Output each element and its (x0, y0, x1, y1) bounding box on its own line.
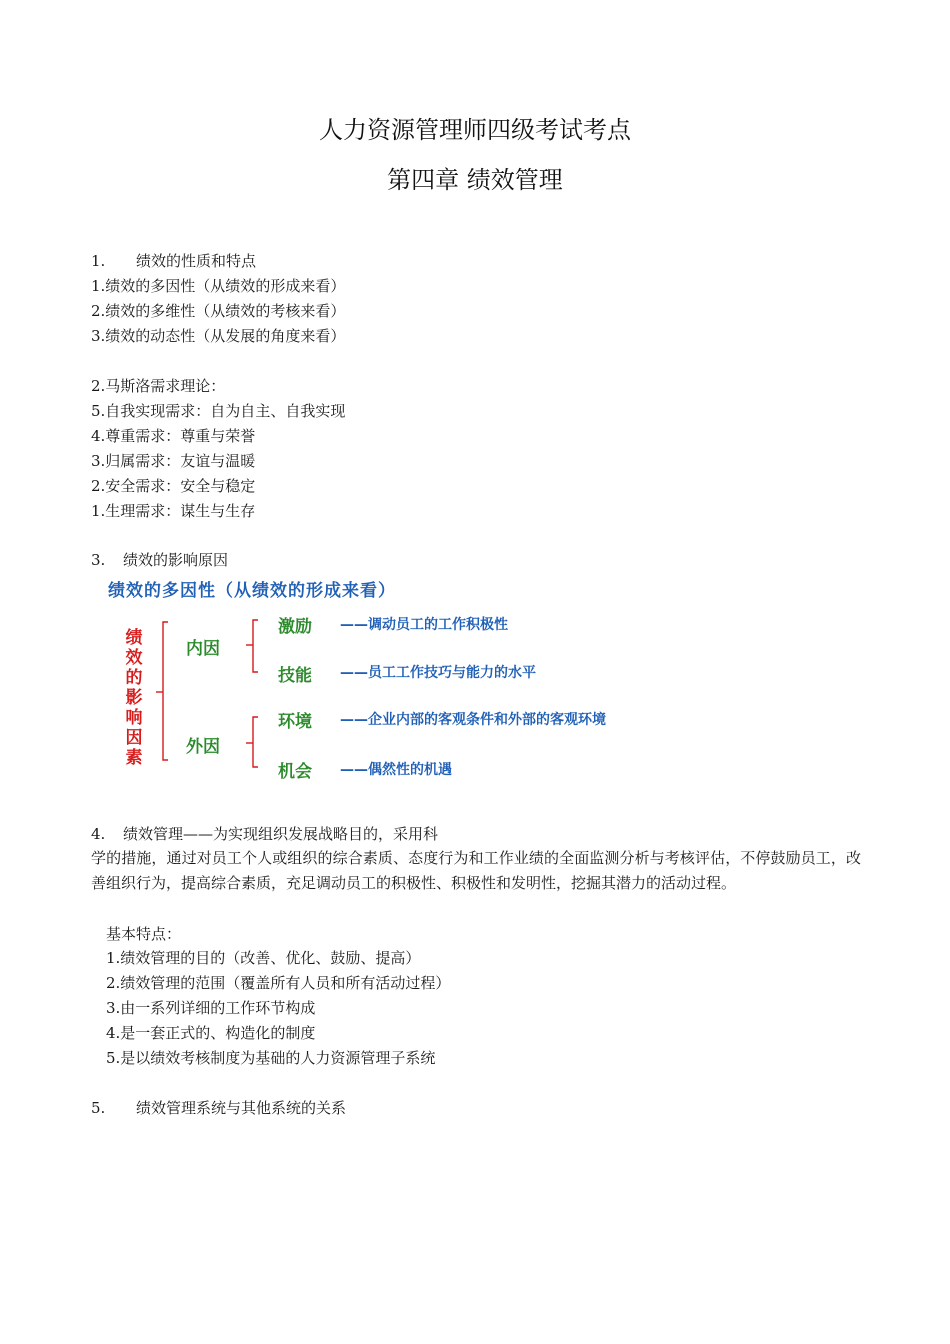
factor-opportunity: 机会 (278, 762, 312, 782)
section-number: 3. (91, 551, 106, 569)
list-item: 5.自我实现需求：自为自主、自我实现 (91, 402, 346, 420)
list-item: 5.是以绩效考核制度为基础的人力资源管理子系统 (106, 1049, 436, 1067)
list-item: 2.安全需求：安全与稳定 (91, 477, 256, 495)
factor-motivation: 激励 (278, 617, 312, 637)
list-item: 3.由一系列详细的工作环节构成 (106, 999, 316, 1017)
external-bracket (253, 717, 258, 767)
section-heading-text: 绩效管理——为实现组织发展战略目的，采用科 (123, 825, 439, 843)
section-number: 1. (91, 252, 106, 270)
root-char: 效 (125, 648, 143, 668)
section-heading-text: 绩效管理系统与其他系统的关系 (136, 1099, 347, 1117)
document-title: 人力资源管理师四级考试考点 (319, 116, 631, 144)
factor-environment-desc: ——企业内部的客观条件和外部的客观环境 (340, 712, 606, 728)
section-heading-text: 绩效的影响原因 (123, 551, 229, 569)
root-char: 因 (125, 728, 143, 748)
root-char: 响 (125, 708, 143, 728)
root-char: 绩 (125, 628, 143, 648)
section-number: 5. (91, 1099, 106, 1117)
list-item: 1.绩效的多因性（从绩效的形成来看） (91, 277, 346, 295)
section-heading-text: 绩效的性质和特点 (136, 252, 257, 270)
factor-opportunity-desc: ——偶然性的机遇 (340, 762, 452, 778)
section-4-heading (91, 825, 438, 843)
list-item: 3.绩效的动态性（从发展的角度来看） (91, 327, 346, 345)
chapter-title: 第四章 绩效管理 (387, 166, 563, 194)
root-char: 的 (125, 668, 143, 688)
figure-title: 绩效的多因性（从绩效的形成来看） (108, 581, 396, 601)
features-heading: 基本特点： (106, 925, 182, 943)
factor-skill-desc: ——员工工作技巧与能力的水平 (340, 665, 536, 681)
list-item: 1.生理需求：谋生与生存 (91, 502, 256, 520)
section-1-heading (91, 252, 256, 270)
external-factor-label: 外因 (186, 737, 220, 757)
performance-factors-figure (108, 572, 773, 782)
section-5-heading (91, 1099, 346, 1117)
root-label-vertical (122, 628, 146, 768)
section-4-body: 学的措施，通过对员工个人或组织的综合素质、态度行为和工作业绩的全面监测分析与考核评估，不停鼓励员工，改善组织行为，提高综合素质，充足调动员工的积极性、积极性和发明性，挖掘其潜力的活动过程。 (91, 849, 861, 892)
section-3-heading (91, 551, 228, 569)
factor-motivation-desc: ——调动员工的工作积极性 (340, 617, 508, 633)
main-bracket (163, 622, 168, 760)
internal-bracket (253, 620, 258, 672)
factor-skill: 技能 (278, 666, 312, 686)
root-char: 影 (125, 688, 143, 708)
internal-factor-label: 内因 (186, 639, 220, 659)
root-char: 素 (125, 748, 143, 768)
section-2-heading: 2.马斯洛需求理论： (91, 377, 226, 395)
section-number: 4. (91, 825, 106, 843)
factor-environment: 环境 (278, 712, 312, 732)
list-item: 2.绩效管理的范围（覆盖所有人员和所有活动过程） (106, 974, 451, 992)
list-item: 2.绩效的多维性（从绩效的考核来看） (91, 302, 346, 320)
list-item: 3.归属需求：友谊与温暖 (91, 452, 256, 470)
list-item: 4.是一套正式的、构造化的制度 (106, 1024, 316, 1042)
list-item: 4.尊重需求：尊重与荣誉 (91, 427, 256, 445)
list-item: 1.绩效管理的目的（改善、优化、鼓励、提高） (106, 949, 421, 967)
